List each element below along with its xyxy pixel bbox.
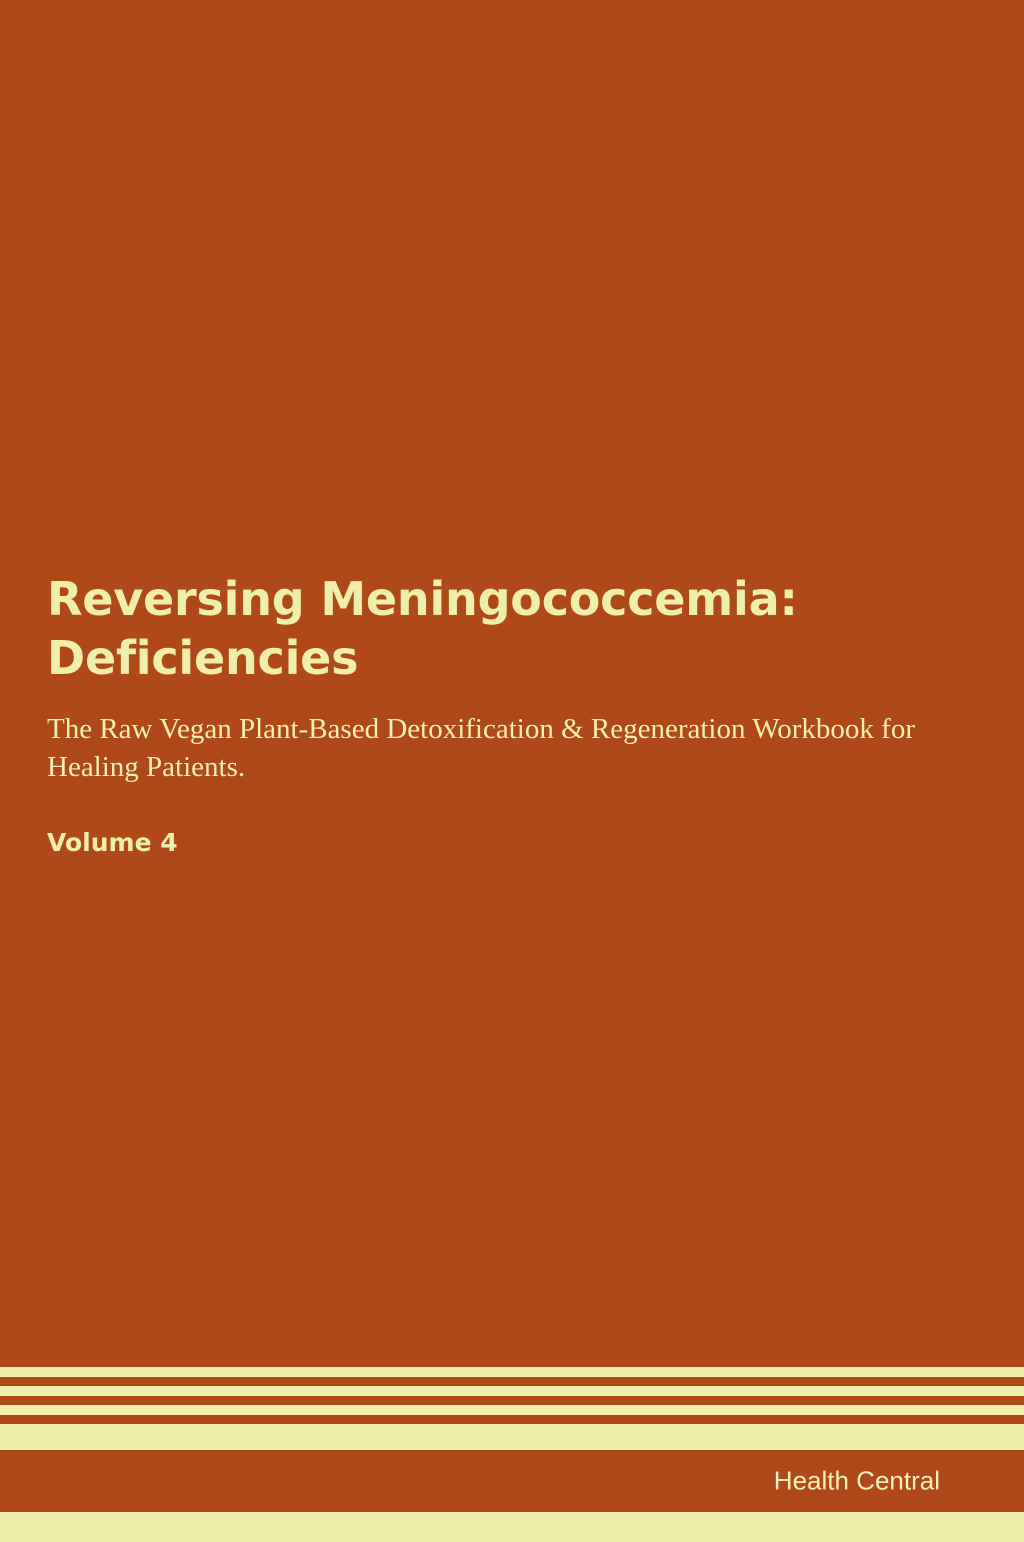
cover-text-block [47,570,947,857]
bottom-stripe-band [0,1367,1024,1542]
stripe-cream-wide [0,1424,1024,1450]
cover-subtitle: The Raw Vegan Plant-Based Detoxification & Regeneration Workbook for Healing Patients. [47,712,915,784]
cover-volume: Volume 4 [47,828,178,858]
stripe-cream-2 [0,1386,1024,1396]
page-title: Reversing Meningococcemia: Deficiencies [47,572,798,685]
stripe-cream-3 [0,1405,1024,1415]
stripe-cream-bottom [0,1512,1024,1542]
stripe-rust-3 [0,1415,1024,1424]
stripe-cream-1 [0,1367,1024,1377]
stripe-rust-1 [0,1377,1024,1386]
publisher-name: Health Central [773,1465,940,1496]
stripe-rust-2 [0,1396,1024,1405]
publisher-bar [0,1450,1024,1512]
